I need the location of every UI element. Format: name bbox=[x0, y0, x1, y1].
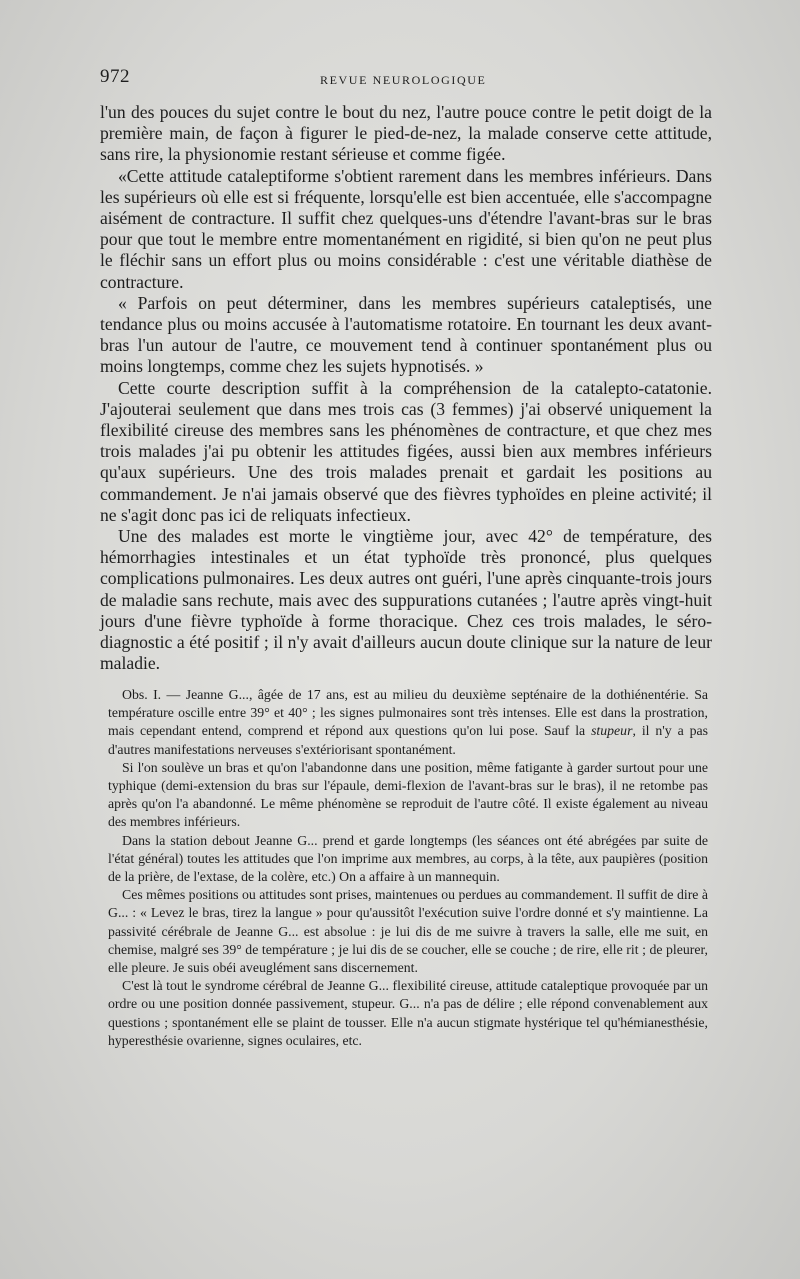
observation-text: , il n'y a pas d'autres manifestations nerveuses s'extériorisant spontanément. bbox=[108, 723, 708, 757]
page-header bbox=[100, 66, 710, 92]
italic-term: stupeur bbox=[591, 723, 633, 739]
observation-paragraph: Ces mêmes positions ou attitudes sont prises, maintenues ou perdues au commandement. Il suffit de dire à G... : « Levez le bras, tirez la langue » pour qu'aussitôt l'exécution suive l'ordre donné et s'y maintienne. La passivité cérébrale de Jeanne G... est absolue : je lui dis de me suivre à travers la salle, elle me suit, en chemise, malgré ses 39° de température ; je lui dis de se coucher, elle se couche ; de rire, elle rit ; de pleurer, elle pleure. Je suis obéi aveuglément sans discernement. bbox=[108, 887, 708, 976]
observation-paragraph: Dans la station debout Jeanne G... prend et garde longtemps (les séances ont été abrégées par suite de l'état général) toutes les attitudes que l'on imprime aux membres, au corps, à la tête, aux paupières (position de la prière, de l'extase, de la colère, etc.) On a affaire à un mannequin. bbox=[108, 832, 708, 885]
paragraph: l'un des pouces du sujet contre le bout du nez, l'autre pouce contre le petit doigt de la première main, de façon à figurer le pied-de-nez, la malade conserve cette attitude, sans rire, la physionomie restant sérieuse et comme figée. bbox=[100, 102, 712, 165]
paragraph: Cette courte description suffit à la compréhension de la catalepto-catatonie. J'ajouterai seulement que dans mes trois cas (3 femmes) j'ai observé uniquement la flexibilité cireuse des membres sans les phénomènes de contracture, et que chez mes trois malades j'ai pu obtenir les attitudes figées, aussi bien aux membres inférieurs qu'aux supérieurs. Une des trois malades prenait et gardait les positions au commandement. Je n'ai jamais observé que des fièvres typhoïdes en pleine activité; il ne s'agit donc pas ici de reliquats infectieux. bbox=[100, 377, 712, 525]
observation-section bbox=[108, 686, 708, 1050]
main-text bbox=[100, 102, 712, 674]
running-title: REVUE NEUROLOGIQUE bbox=[320, 73, 487, 87]
observation-text: Obs. I. — Jeanne G..., âgée de 17 ans, est au milieu du deuxième septénaire de la dothiénentérie. Sa température oscille entre 39° et 40° ; les signes pulmonaires sont très intenses. Elle est dans la prostration, mais cependant entend, comprend et répond aux questions qu'on lui pose. Sauf la bbox=[108, 687, 708, 739]
paragraph: « Parfois on peut déterminer, dans les membres supérieurs cataleptisés, une tendance plus ou moins accusée à l'automatisme rotatoire. En tournant les deux avant-bras l'un autour de l'autre, ce mouvement tend à continuer spontanément plus ou moins longtemps, comme chez les sujets hypnotisés. » bbox=[100, 292, 712, 377]
observation-paragraph: Si l'on soulève un bras et qu'on l'abandonne dans une position, même fatigante à garder surtout pour une typhique (demi-extension du bras sur l'épaule, demi-flexion de l'avant-bras sur le bras), il ne retombe pas après qu'on l'a abandonné. Le même phénomène se reproduit de l'autre côté. Il existe également au niveau des membres inférieurs. bbox=[108, 759, 708, 830]
observation-paragraph: C'est là tout le syndrome cérébral de Jeanne G... flexibilité cireuse, attitude cataleptique provoquée par un ordre ou une position donnée passivement, stupeur. G... n'a pas de délire ; elle répond convenablement aux questions ; spontanément elle se plaint de tousser. Elle n'a aucun stigmate hystérique tel qu'hémianesthésie, hyperesthésie ovarienne, signes oculaires, etc. bbox=[108, 978, 708, 1048]
paragraph: Une des malades est morte le vingtième jour, avec 42° de température, des hémorrhagies intestinales et un état typhoïde très prononcé, plus quelques complications pulmonaires. Les deux autres ont guéri, l'une après cinquante-trois jours de maladie sans rechute, mais avec des suppurations cutanées ; l'autre après vingt-huit jours d'une fièvre typhoïde à forme thoracique. Chez ces trois malades, le séro-diagnostic a été positif ; il n'y avait d'ailleurs aucun doute clinique sur la nature de leur maladie. bbox=[100, 526, 712, 674]
paragraph: «Cette attitude cataleptiforme s'obtient rarement dans les membres inférieurs. Dans les supérieurs où elle est si fréquente, lorsqu'elle est bien accentuée, elle s'accompagne aisément de contracture. Il suffit chez quelques-uns d'étendre l'avant-bras sur le bras pour que tout le membre entre momentanément en rigidité, si bien qu'on ne peut plus le fléchir sans un effort plus ou moins considérable : c'est une véritable diathèse de contracture. bbox=[100, 165, 712, 292]
observation-paragraph bbox=[108, 686, 708, 759]
page-number: 972 bbox=[100, 66, 130, 87]
